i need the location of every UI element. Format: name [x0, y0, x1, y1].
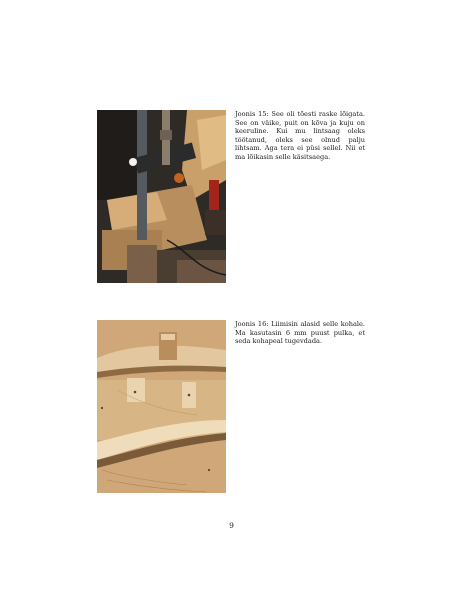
clamp-cutting-image — [97, 110, 226, 283]
page-number: 9 — [229, 521, 234, 530]
photo-clamp-cutting — [97, 110, 226, 283]
glued-parts-image — [97, 320, 226, 493]
photo-glued-wooden-parts — [97, 320, 226, 493]
figure-16-caption: Joonis 16: Liimisin alasid selle kohale. Ma kasutasin 6 mm puust pulka, et seda kohapeal tugevdada. — [235, 320, 365, 346]
figure-15-caption: Joonis 15: See oli tõesti raske lõigata. See on väike, puit on kõva ja kuju on keeruline. Kui mu lintsaag oleks töötanud, oleks see olnud palju lihtsam. Aga tera ei püsi sellel. Nii et ma lõikasin selle käsitsaega. — [235, 110, 365, 161]
